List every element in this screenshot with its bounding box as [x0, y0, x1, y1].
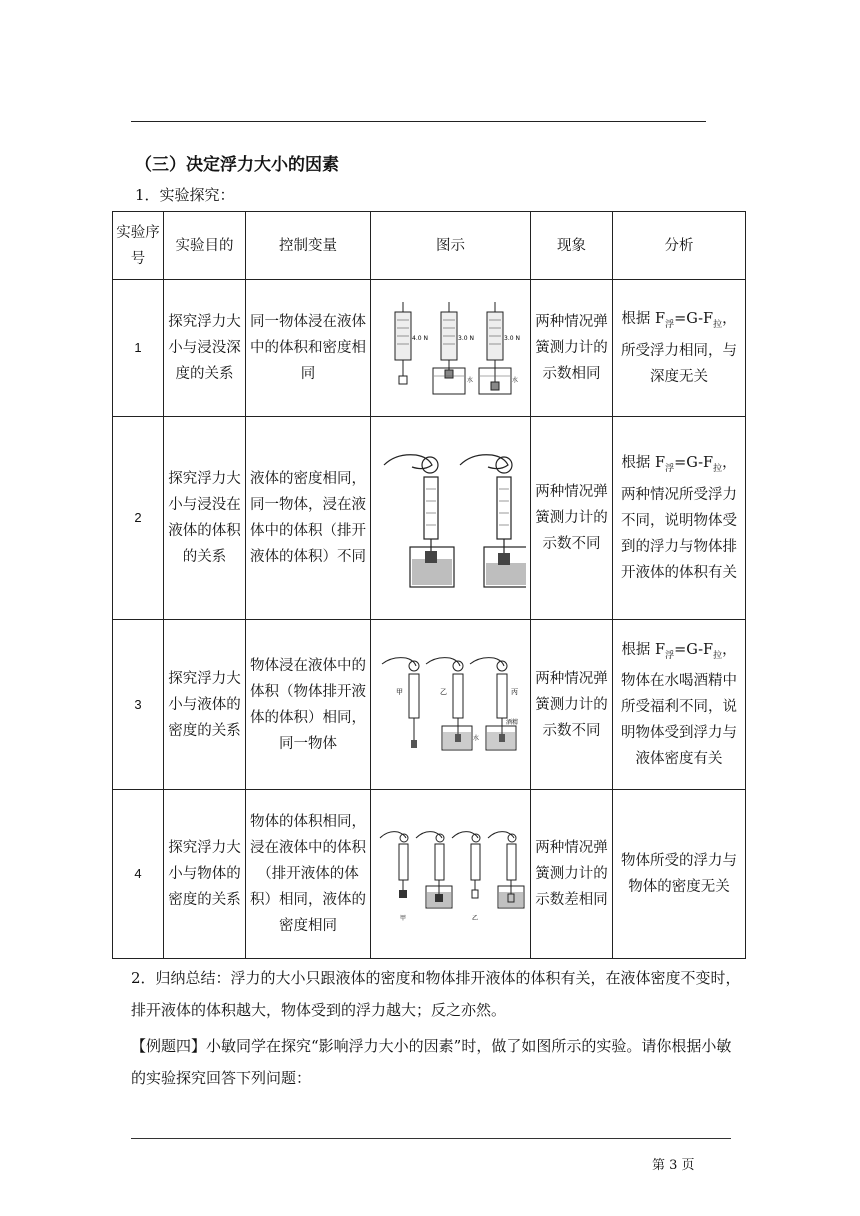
- analysis-subscript: 拉: [713, 319, 723, 330]
- purpose-cell: 探究浮力大小与液体的密度的关系: [164, 620, 246, 790]
- spring-scale-object-density-figure: [376, 824, 526, 924]
- purpose-cell: 探究浮力大小与浸没深度的关系: [164, 280, 246, 417]
- header-cell: 控制变量: [246, 212, 371, 280]
- header-cell: 现象: [531, 212, 613, 280]
- analysis-text: ，所受浮力相同，与深度无关: [621, 311, 737, 385]
- label-yi: 乙: [439, 687, 447, 696]
- purpose-cell: 探究浮力大小与浸没在液体的体积的关系: [164, 417, 246, 620]
- scale-reading-2: 3.0 N: [457, 335, 474, 342]
- control-cell: 物体的体积相同，浸在液体中的体积（排开液体的体积）相同，液体的密度相同: [246, 790, 371, 959]
- analysis-cell: [613, 620, 746, 790]
- analysis-subscript: 拉: [713, 650, 723, 661]
- header-rule: [131, 121, 706, 122]
- alcohol-label: 酒精: [505, 718, 518, 726]
- label-bing: 丙: [510, 687, 518, 696]
- row-number: 3: [113, 620, 164, 790]
- table-row: [113, 417, 746, 620]
- phenomenon-cell: 两种情况弹簧测力计的示数相同: [531, 280, 613, 417]
- header-cell: 图示: [371, 212, 531, 280]
- analysis-text: =G-F: [674, 641, 714, 658]
- control-cell: 物体浸在液体中的体积（物体排开液体的体积）相同，同一物体: [246, 620, 371, 790]
- analysis-text: 根据 F: [621, 641, 666, 658]
- analysis-text: ，物体在水喝酒精中所受福利不同，说明物体受到浮力与液体密度有关: [621, 641, 737, 768]
- spring-scale-depth-figure: [381, 298, 521, 398]
- intro-text: 1．实验探究：: [135, 186, 235, 204]
- analysis-cell: [613, 417, 746, 620]
- figure-cell: [371, 417, 531, 620]
- table-header-row: [113, 212, 746, 280]
- analysis-subscript: 拉: [713, 463, 723, 474]
- control-cell: 液体的密度相同，同一物体，浸在液体中的体积（排开液体的体积）不同: [246, 417, 371, 620]
- figure-cell: [371, 790, 531, 959]
- analysis-text: 根据 F: [621, 311, 666, 328]
- analysis-subscript: 浮: [665, 319, 675, 330]
- figure-cell: [371, 280, 531, 417]
- row-number: 2: [113, 417, 164, 620]
- analysis-text: 根据 F: [621, 455, 666, 472]
- row-number: 1: [113, 280, 164, 417]
- purpose-cell: 探究浮力大小与物体的密度的关系: [164, 790, 246, 959]
- analysis-subscript: 浮: [665, 650, 675, 661]
- label-yi: 乙: [471, 915, 478, 922]
- header-cell: 分析: [613, 212, 746, 280]
- spring-scale-density-figure: [376, 650, 526, 760]
- page-number: 第 3 页: [652, 1158, 695, 1173]
- summary-paragraph: 2．归纳总结：浮力的大小只跟液体的密度和物体排开液体的体积有关，在液体密度不变时，排开液体的体积越大，物体受到的浮力越大；反之亦然。: [131, 969, 741, 1019]
- phenomenon-cell: 两种情况弹簧测力计的示数不同: [531, 417, 613, 620]
- table-row: [113, 620, 746, 790]
- figure-cell: [371, 620, 531, 790]
- row-number: 4: [113, 790, 164, 959]
- phenomenon-cell: 两种情况弹簧测力计的示数差相同: [531, 790, 613, 959]
- scale-reading-3: 3.0 N: [503, 335, 520, 342]
- analysis-cell: [613, 280, 746, 417]
- scale-reading-1: 4.0 N: [411, 335, 428, 342]
- experiment-table: [112, 211, 746, 959]
- water-label: 水: [466, 377, 473, 384]
- analysis-text: ，两种情况所受浮力不同，说明物体受到的浮力与物体排开液体的体积有关: [621, 455, 737, 581]
- control-cell: 同一物体浸在液体中的体积和密度相同: [246, 280, 371, 417]
- analysis-cell: 物体所受的浮力与物体的密度无关: [613, 790, 746, 959]
- section-title: （三）决定浮力大小的因素: [135, 155, 339, 175]
- example-paragraph: 【例题四】小敏同学在探究“影响浮力大小的因素”时，做了如图所示的实验。请你根据小敏的实验探究回答下列问题：: [131, 1037, 732, 1087]
- analysis-subscript: 浮: [665, 463, 675, 474]
- label-jia: 甲: [395, 687, 403, 696]
- water-label: 水: [511, 377, 518, 384]
- header-cell: 实验序号: [113, 212, 164, 280]
- header-cell: 实验目的: [164, 212, 246, 280]
- table-row: [113, 280, 746, 417]
- label-jia: 甲: [399, 915, 406, 922]
- water-label: 水: [472, 734, 479, 742]
- spring-scale-volume-figure: [376, 443, 526, 593]
- analysis-text: =G-F: [674, 311, 714, 328]
- phenomenon-cell: 两种情况弹簧测力计的示数不同: [531, 620, 613, 790]
- footer-rule: [131, 1138, 731, 1139]
- table-row: [113, 790, 746, 959]
- analysis-text: =G-F: [674, 455, 714, 472]
